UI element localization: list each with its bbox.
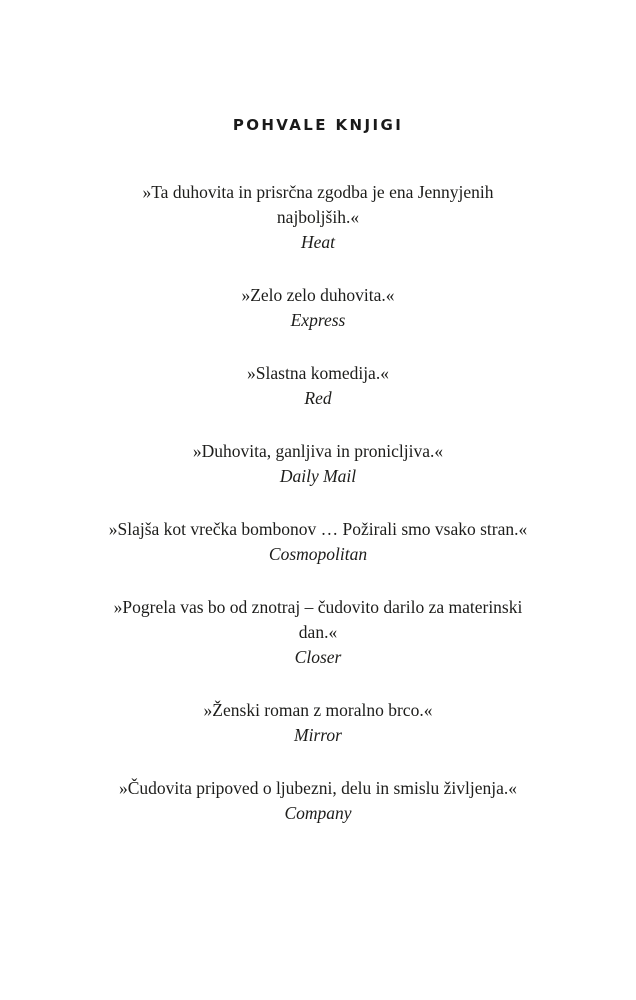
quote-source: Daily Mail [279,466,357,486]
quote-text: »Zelo zelo duhovita.« [241,285,395,305]
quote-item [100,361,536,411]
quote-text: »Pogrela vas bo od znotraj – čudovito darilo za materinski dan.« [113,597,523,642]
page-heading: POHVALE KNJIGI [232,116,404,134]
quote-source: Heat [300,232,336,252]
quote-item [100,180,536,255]
quote-source: Closer [294,647,342,667]
quote-text: »Slastna komedija.« [247,363,389,383]
quote-source: Company [284,803,352,823]
quote-text: »Čudovita pripoved o ljubezni, delu in smislu življenja.« [118,778,518,798]
quote-item [100,595,536,670]
quote-item [100,283,536,333]
quote-source: Mirror [294,725,342,745]
quote-source: Express [290,310,346,330]
quote-text: »Slajša kot vrečka bombonov … Požirali smo vsako stran.« [108,519,528,539]
quotes-list [100,180,536,854]
quote-text: »Ženski roman z moralno brco.« [203,700,433,720]
quote-item [100,698,536,748]
quote-text: »Duhovita, ganljiva in pronicljiva.« [192,441,444,461]
quote-item [100,776,536,826]
quote-item [100,439,536,489]
quote-source: Cosmopolitan [268,544,368,564]
quote-source: Red [304,388,332,408]
quote-text: »Ta duhovita in prisrčna zgodba je ena Jennyjenih najboljših.« [142,182,494,227]
quote-item [100,517,536,567]
